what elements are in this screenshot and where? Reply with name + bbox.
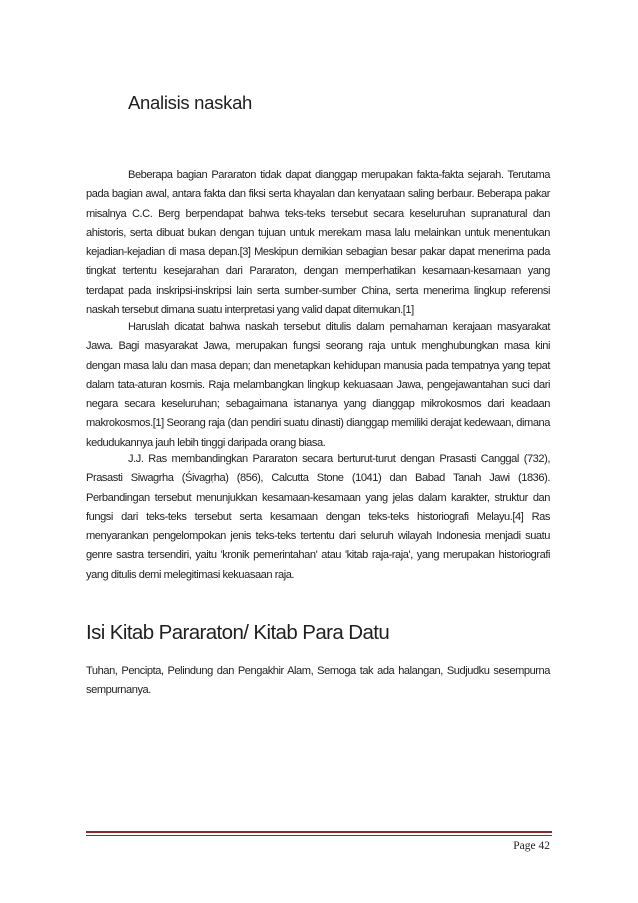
section-heading-analisis: Analisis naskah	[128, 92, 253, 113]
paragraph-4	[86, 662, 550, 701]
footer-rule-thick	[86, 831, 552, 833]
paragraph-text: J.J. Ras membandingkan Pararaton secara berturut-turut dengan Prasasti Canggal (732), Prasasti Siwagrha (Śivagṛha) (856), Calcutta Stone (1041) dan Babad Tanah Jawi (1836). Perbandingan tersebut menunjukkan kesamaan-kesamaan yang jelas dalam karakter, struktur dan fungsi dari teks-teks tersebut serta kesamaan dengan teks-teks historiografi Melayu.[4] Ras menyarankan pengelompokan jenis teks-teks tertentu dari seluruh wilayah Indonesia menjadi suatu genre sastra tersendiri, yaitu 'kronik pemerintahan' atau 'kitab raja-raja', yang merupakan historiografi yang ditulis demi melegitimasi kekuasaan raja.	[86, 453, 550, 581]
section-heading-isi-kitab: Isi Kitab Pararaton/ Kitab Para Datu	[86, 621, 390, 644]
footer-rule-thin	[86, 835, 552, 836]
paragraph-2	[86, 318, 550, 453]
paragraph-1	[86, 166, 550, 320]
page-number: Page 42	[513, 840, 550, 852]
paragraph-text: Beberapa bagian Pararaton tidak dapat dianggap merupakan fakta-fakta sejarah. Terutama pada bagian awal, antara fakta dan fiksi serta khayalan dan kenyataan saling berbaur. Beberapa pakar misalnya C.C. Berg berpendapat bahwa teks-teks tersebut secara keseluruhan supranatural dan ahistoris, serta dibuat bukan dengan tujuan untuk merekam masa lalu melainkan untuk menentukan kejadian-kejadian di masa depan.[3] Meskipun demikian sebagian besar pakar dapat menerima pada tingkat tertentu kesejarahan dari Pararaton, dengan memperhatikan kesamaan-kesamaan yang terdapat pada inskripsi-inskripsi lain serta sumber-sumber China, serta menerima lingkup referensi naskah tersebut dimana suatu interpretasi yang valid dapat ditemukan.[1]	[86, 169, 550, 317]
paragraph-text: Tuhan, Pencipta, Pelindung dan Pengakhir Alam, Semoga tak ada halangan, Sudjudku sesempurna sempurnanya.	[86, 665, 550, 697]
paragraph-3	[86, 450, 550, 585]
paragraph-text: Haruslah dicatat bahwa naskah tersebut ditulis dalam pemahaman kerajaan masyarakat Jawa. Bagi masyarakat Jawa, merupakan fungsi seorang raja untuk menghubungkan masa kini dengan masa lalu dan masa depan; dan menetapkan kehidupan manusia pada tempatnya yang tepat dalam tata-aturan kosmis. Raja melambangkan lingkup kekuasaan Jawa, pengejawantahan suci dari negara secara keseluruhan; sebagaimana istananya yang dianggap mikrokosmos dari keadaan makrokosmos.[1] Seorang raja (dan pendiri suatu dinasti) dianggap memiliki derajat kedewaan, dimana kedudukannya jauh lebih tinggi daripada orang biasa.	[86, 321, 550, 449]
